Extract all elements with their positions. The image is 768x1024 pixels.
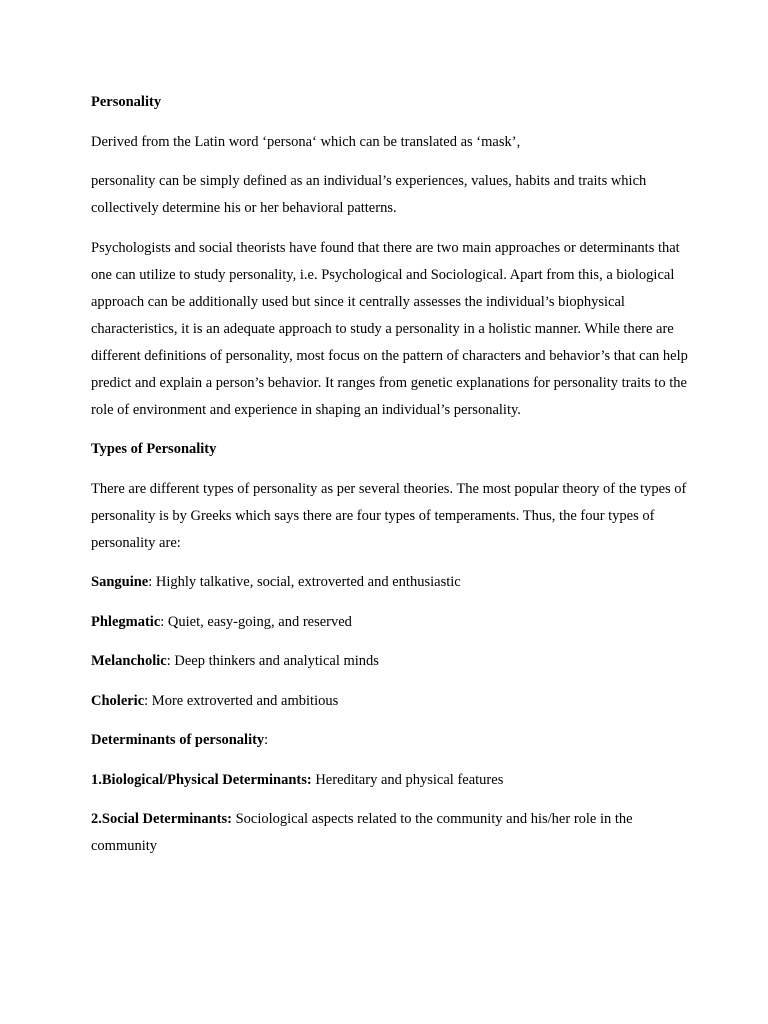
heading-determinants bbox=[91, 727, 691, 754]
type-description: : Quiet, easy-going, and reserved bbox=[160, 613, 352, 630]
heading-types-of-personality: Types of Personality bbox=[91, 441, 217, 457]
approaches-paragraph: Psychologists and social theorists have found that there are two main approaches or determinants that one can utilize to study personality, i.e. Psychological and Sociological. Apart from this, a biological approach can be additionally used but since it centrally assesses the individual’s biophysical characteristics, it is an adequate approach to study a personality in a holistic manner. While there are different definitions of personality, most focus on the pattern of characters and behavior’s that can help predict and explain a person’s behavior. It ranges from genetic explanations for personality traits to the role of environment and experience in shaping an individual’s personality. bbox=[91, 239, 688, 418]
determinant-item-biological bbox=[91, 767, 691, 794]
determinant-item-social bbox=[91, 806, 691, 860]
determinant-description: Hereditary and physical features bbox=[311, 771, 504, 788]
heading-personality: Personality bbox=[91, 94, 162, 110]
types-intro-paragraph: There are different types of personality as per several theories. The most popular theory of the types of personality is by Greeks which says there are four types of temperaments. Thus, the four types of personality are: bbox=[91, 480, 687, 551]
type-item-sanguine bbox=[91, 569, 691, 596]
determinants-heading-colon: : bbox=[264, 732, 269, 748]
type-item-melancholic bbox=[91, 648, 691, 675]
type-description: : More extroverted and ambitious bbox=[144, 692, 339, 709]
determinant-term: 2.Social Determinants: bbox=[91, 811, 232, 827]
type-term: Choleric bbox=[91, 692, 145, 709]
determinants-heading-text: Determinants of personality bbox=[91, 732, 265, 748]
type-term: Phlegmatic bbox=[91, 613, 161, 630]
determinant-term: 1.Biological/Physical Determinants: bbox=[91, 771, 312, 788]
type-description: : Highly talkative, social, extroverted and enthusiastic bbox=[148, 574, 461, 590]
document-page bbox=[91, 89, 691, 873]
type-item-phlegmatic bbox=[91, 609, 691, 636]
type-term: Melancholic bbox=[91, 653, 167, 669]
definition-paragraph: personality can be simply defined as an individual’s experiences, values, habits and traits which collectively determine his or her behavioral patterns. bbox=[91, 173, 647, 216]
intro-paragraph: Derived from the Latin word ‘persona‘ which can be translated as ‘mask’, bbox=[91, 133, 521, 150]
type-item-choleric bbox=[91, 688, 691, 715]
type-description: : Deep thinkers and analytical minds bbox=[166, 653, 379, 669]
determinant-description: Sociological aspects related to the community and his/her role in the community bbox=[91, 811, 633, 854]
type-term: Sanguine bbox=[91, 574, 149, 590]
